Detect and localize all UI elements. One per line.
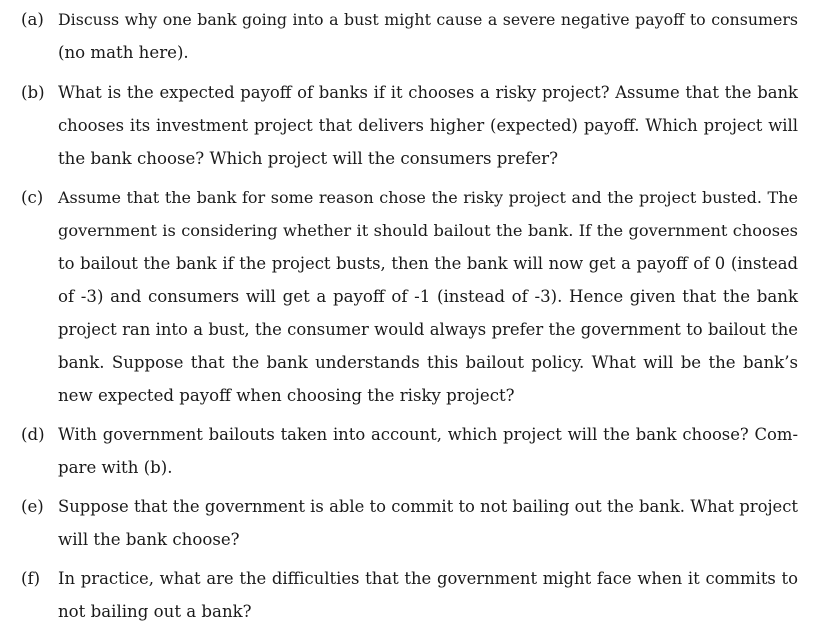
question-line: pare with (b). (58, 458, 173, 477)
question-line: Assume that the bank for some reason chose the risky project and the project busted. The (58, 188, 798, 207)
question-line: of -3) and consumers will get a payoff of -1 (instead of -3). Hence given that the bank (58, 287, 798, 306)
question-line: chooses its investment project that delivers higher (expected) payoff. Which project will (58, 116, 798, 135)
question-line: not bailing out a bank? (58, 602, 252, 621)
question-label: (c) (21, 188, 44, 207)
question-text (58, 76, 798, 175)
question-text (58, 3, 798, 69)
question-line: What is the expected payoff of banks if it chooses a risky project? Assume that the bank (58, 83, 798, 102)
question-line: to bailout the bank if the project busts, then the bank will now get a payoff of 0 (instead (58, 254, 798, 273)
question-label: (e) (21, 497, 44, 516)
question-line: project ran into a bust, the consumer would always prefer the government to bailout the (58, 320, 798, 339)
question-text (58, 490, 798, 556)
question-line: Discuss why one bank going into a bust might cause a severe negative payoff to consumers (58, 10, 798, 29)
question-line: bank. Suppose that the bank understands this bailout policy. What will be the bank’s (58, 353, 798, 372)
question-text (58, 418, 798, 484)
question-line: new expected payoff when choosing the risky project? (58, 386, 515, 405)
question-text (58, 181, 798, 412)
question-label: (a) (21, 10, 44, 29)
question-line: government is considering whether it should bailout the bank. If the government chooses (58, 221, 798, 240)
question-label: (d) (21, 425, 45, 444)
question-label: (b) (21, 83, 45, 102)
question-line: In practice, what are the difficulties that the government might face when it commits to (58, 569, 798, 588)
question-line: Suppose that the government is able to commit to not bailing out the bank. What project (58, 497, 798, 516)
question-text (58, 562, 798, 628)
question-label: (f) (21, 569, 41, 588)
question-line: With government bailouts taken into account, which project will the bank choose? Com- (58, 425, 798, 444)
question-line: will the bank choose? (58, 530, 240, 549)
question-line: the bank choose? Which project will the consumers prefer? (58, 149, 558, 168)
question-line: (no math here). (58, 43, 189, 62)
